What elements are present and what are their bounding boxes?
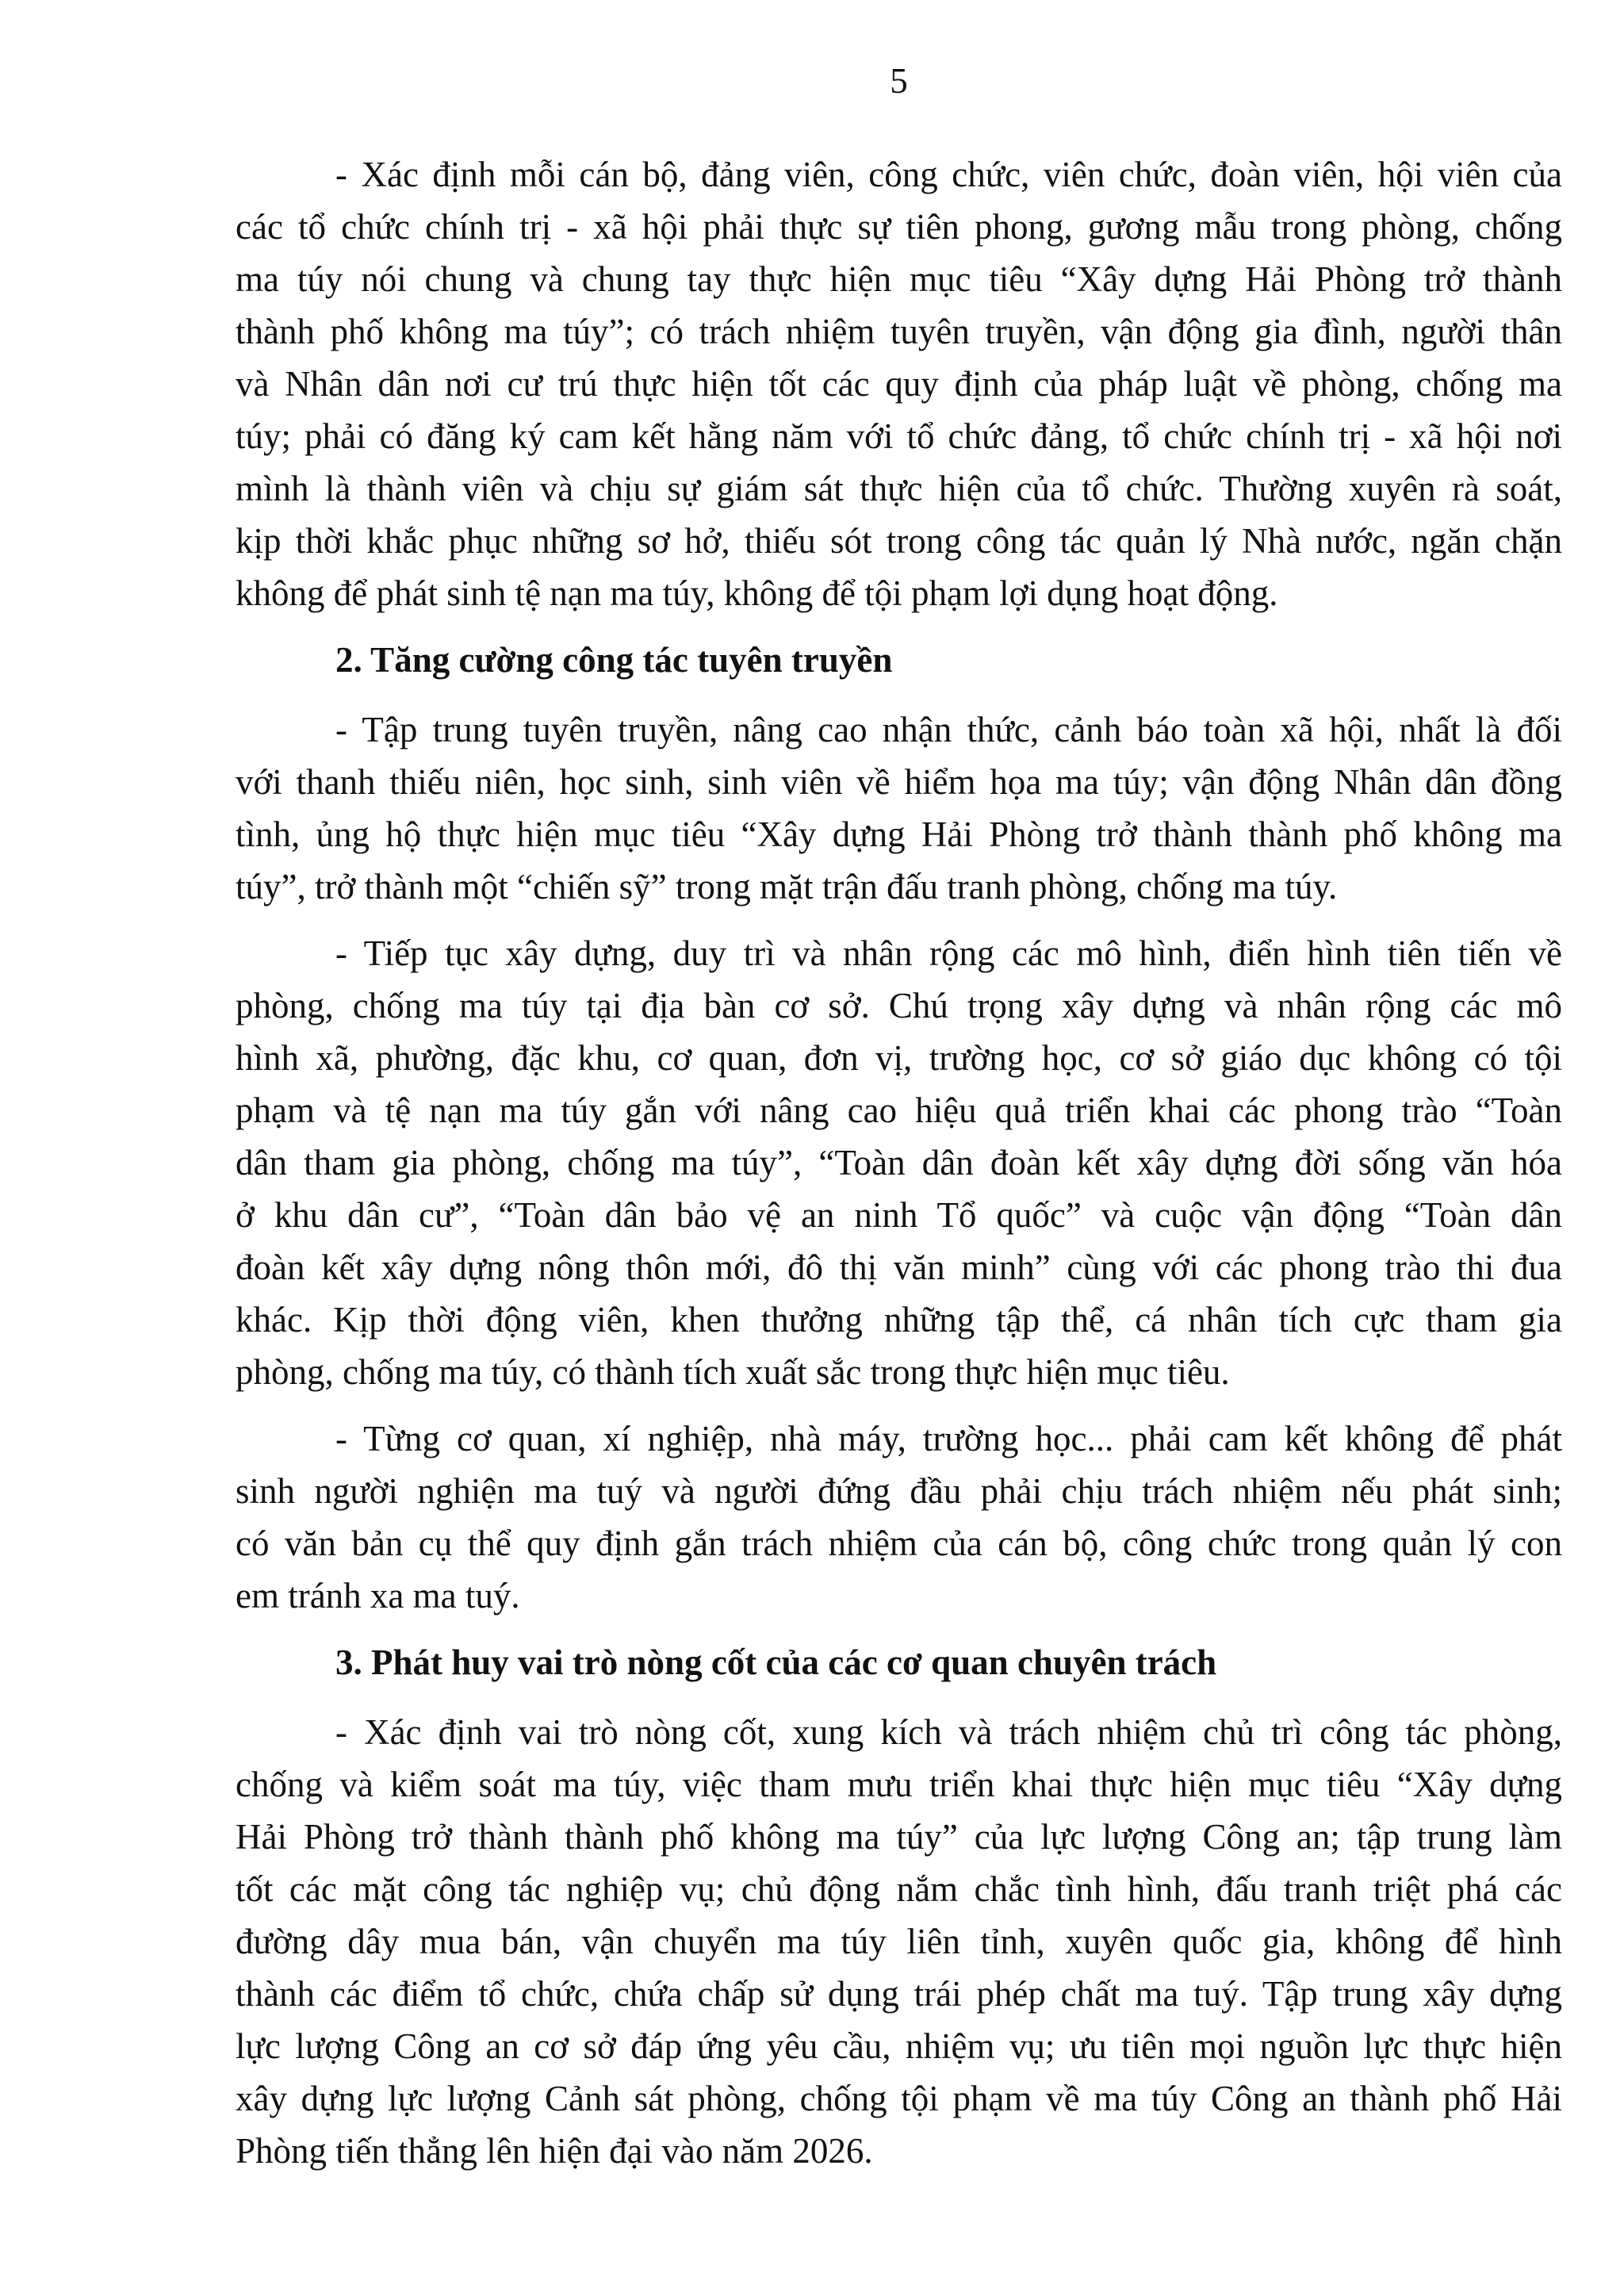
text-line: em tránh xa ma tuý.	[236, 1576, 520, 1616]
text-line: - Từng cơ quan, xí nghiệp, nhà máy, trường học... phải cam kết không để phát	[335, 1419, 1562, 1458]
text-line: đường dây mua bán, vận chuyển ma túy liên tỉnh, xuyên quốc gia, không để hình	[236, 1922, 1562, 1961]
text-line: đoàn kết xây dựng nông thôn mới, đô thị văn minh” cùng với các phong trào thi đua	[236, 1248, 1562, 1287]
paragraph	[236, 1706, 1562, 2177]
text-line: khác. Kịp thời động viên, khen thưởng những tập thể, cá nhân tích cực tham gia	[236, 1300, 1562, 1340]
text-line: có văn bản cụ thể quy định gắn trách nhiệm của cán bộ, công chức trong quản lý con	[236, 1524, 1562, 1563]
text-line: không để phát sinh tệ nạn ma túy, không để tội phạm lợi dụng hoạt động.	[236, 573, 1278, 613]
text-line: tình, ủng hộ thực hiện mục tiêu “Xây dựng Hải Phòng trở thành thành phố không ma	[236, 815, 1562, 854]
text-line: thành phố không ma túy”; có trách nhiệm tuyên truyền, vận động gia đình, người thân	[236, 312, 1562, 351]
text-line: mình là thành viên và chịu sự giám sát thực hiện của tổ chức. Thường xuyên rà soát,	[236, 469, 1562, 508]
text-line: phòng, chống ma túy tại địa bàn cơ sở. Chú trọng xây dựng và nhân rộng các mô	[236, 986, 1562, 1025]
text-line: chống và kiểm soát ma túy, việc tham mưu triển khai thực hiện mục tiêu “Xây dựng	[236, 1765, 1562, 1804]
section-heading: 2. Tăng cường công tác tuyên truyền	[335, 640, 893, 680]
text-line: dân tham gia phòng, chống ma túy”, “Toàn dân đoàn kết xây dựng đời sống văn hóa	[236, 1143, 1562, 1182]
text-line: ma túy nói chung và chung tay thực hiện mục tiêu “Xây dựng Hải Phòng trở thành	[236, 259, 1562, 299]
page-number: 5	[890, 61, 908, 101]
text-line: Phòng tiến thẳng lên hiện đại vào năm 2026.	[236, 2131, 873, 2171]
section-heading: 3. Phát huy vai trò nòng cốt của các cơ quan chuyên trách	[335, 1642, 1217, 1682]
text-line: các tổ chức chính trị - xã hội phải thực sự tiên phong, gương mẫu trong phòng, chống	[236, 207, 1562, 247]
paragraph	[236, 703, 1562, 913]
text-line: phòng, chống ma túy, có thành tích xuất sắc trong thực hiện mục tiêu.	[236, 1352, 1230, 1392]
text-line: phạm và tệ nạn ma túy gắn với nâng cao hiệu quả triển khai các phong trào “Toàn	[236, 1091, 1562, 1130]
text-line: ở khu dân cư”, “Toàn dân bảo vệ an ninh Tổ quốc” và cuộc vận động “Toàn dân	[236, 1195, 1562, 1235]
text-line: Hải Phòng trở thành thành phố không ma túy” của lực lượng Công an; tập trung làm	[236, 1817, 1562, 1857]
text-line: tốt các mặt công tác nghiệp vụ; chủ động nắm chắc tình hình, đấu tranh triệt phá các	[236, 1869, 1562, 1909]
text-line: - Xác định mỗi cán bộ, đảng viên, công chức, viên chức, đoàn viên, hội viên của	[335, 155, 1562, 194]
text-line: xây dựng lực lượng Cảnh sát phòng, chống tội phạm về ma túy Công an thành phố Hải	[236, 2079, 1562, 2118]
paragraph	[236, 148, 1562, 619]
text-line: - Tiếp tục xây dựng, duy trì và nhân rộng các mô hình, điển hình tiên tiến về	[335, 933, 1562, 973]
text-line: túy; phải có đăng ký cam kết hằng năm với tổ chức đảng, tổ chức chính trị - xã hội nơi	[236, 416, 1562, 456]
paragraph	[236, 927, 1562, 1398]
text-line: hình xã, phường, đặc khu, cơ quan, đơn vị, trường học, cơ sở giáo dục không có tội	[236, 1038, 1562, 1078]
document-body	[236, 148, 1562, 2191]
paragraph	[236, 1412, 1562, 1622]
text-line: với thanh thiếu niên, học sinh, sinh viên về hiểm họa ma túy; vận động Nhân dân đồng	[236, 762, 1562, 802]
text-line: thành các điểm tổ chức, chứa chấp sử dụng trái phép chất ma tuý. Tập trung xây dựng	[236, 1974, 1562, 2014]
text-line: và Nhân dân nơi cư trú thực hiện tốt các quy định của pháp luật về phòng, chống ma	[236, 364, 1562, 404]
text-line: - Tập trung tuyên truyền, nâng cao nhận thức, cảnh báo toàn xã hội, nhất là đối	[335, 710, 1562, 749]
text-line: - Xác định vai trò nòng cốt, xung kích và trách nhiệm chủ trì công tác phòng,	[335, 1712, 1562, 1752]
text-line: kịp thời khắc phục những sơ hở, thiếu sót trong công tác quản lý Nhà nước, ngăn chặn	[236, 521, 1562, 561]
text-line: lực lượng Công an cơ sở đáp ứng yêu cầu, nhiệm vụ; ưu tiên mọi nguồn lực thực hiện	[236, 2026, 1562, 2066]
text-line: sinh người nghiện ma tuý và người đứng đầu phải chịu trách nhiệm nếu phát sinh;	[236, 1471, 1562, 1511]
text-line: túy”, trở thành một “chiến sỹ” trong mặt trận đấu tranh phòng, chống ma túy.	[236, 867, 1338, 907]
